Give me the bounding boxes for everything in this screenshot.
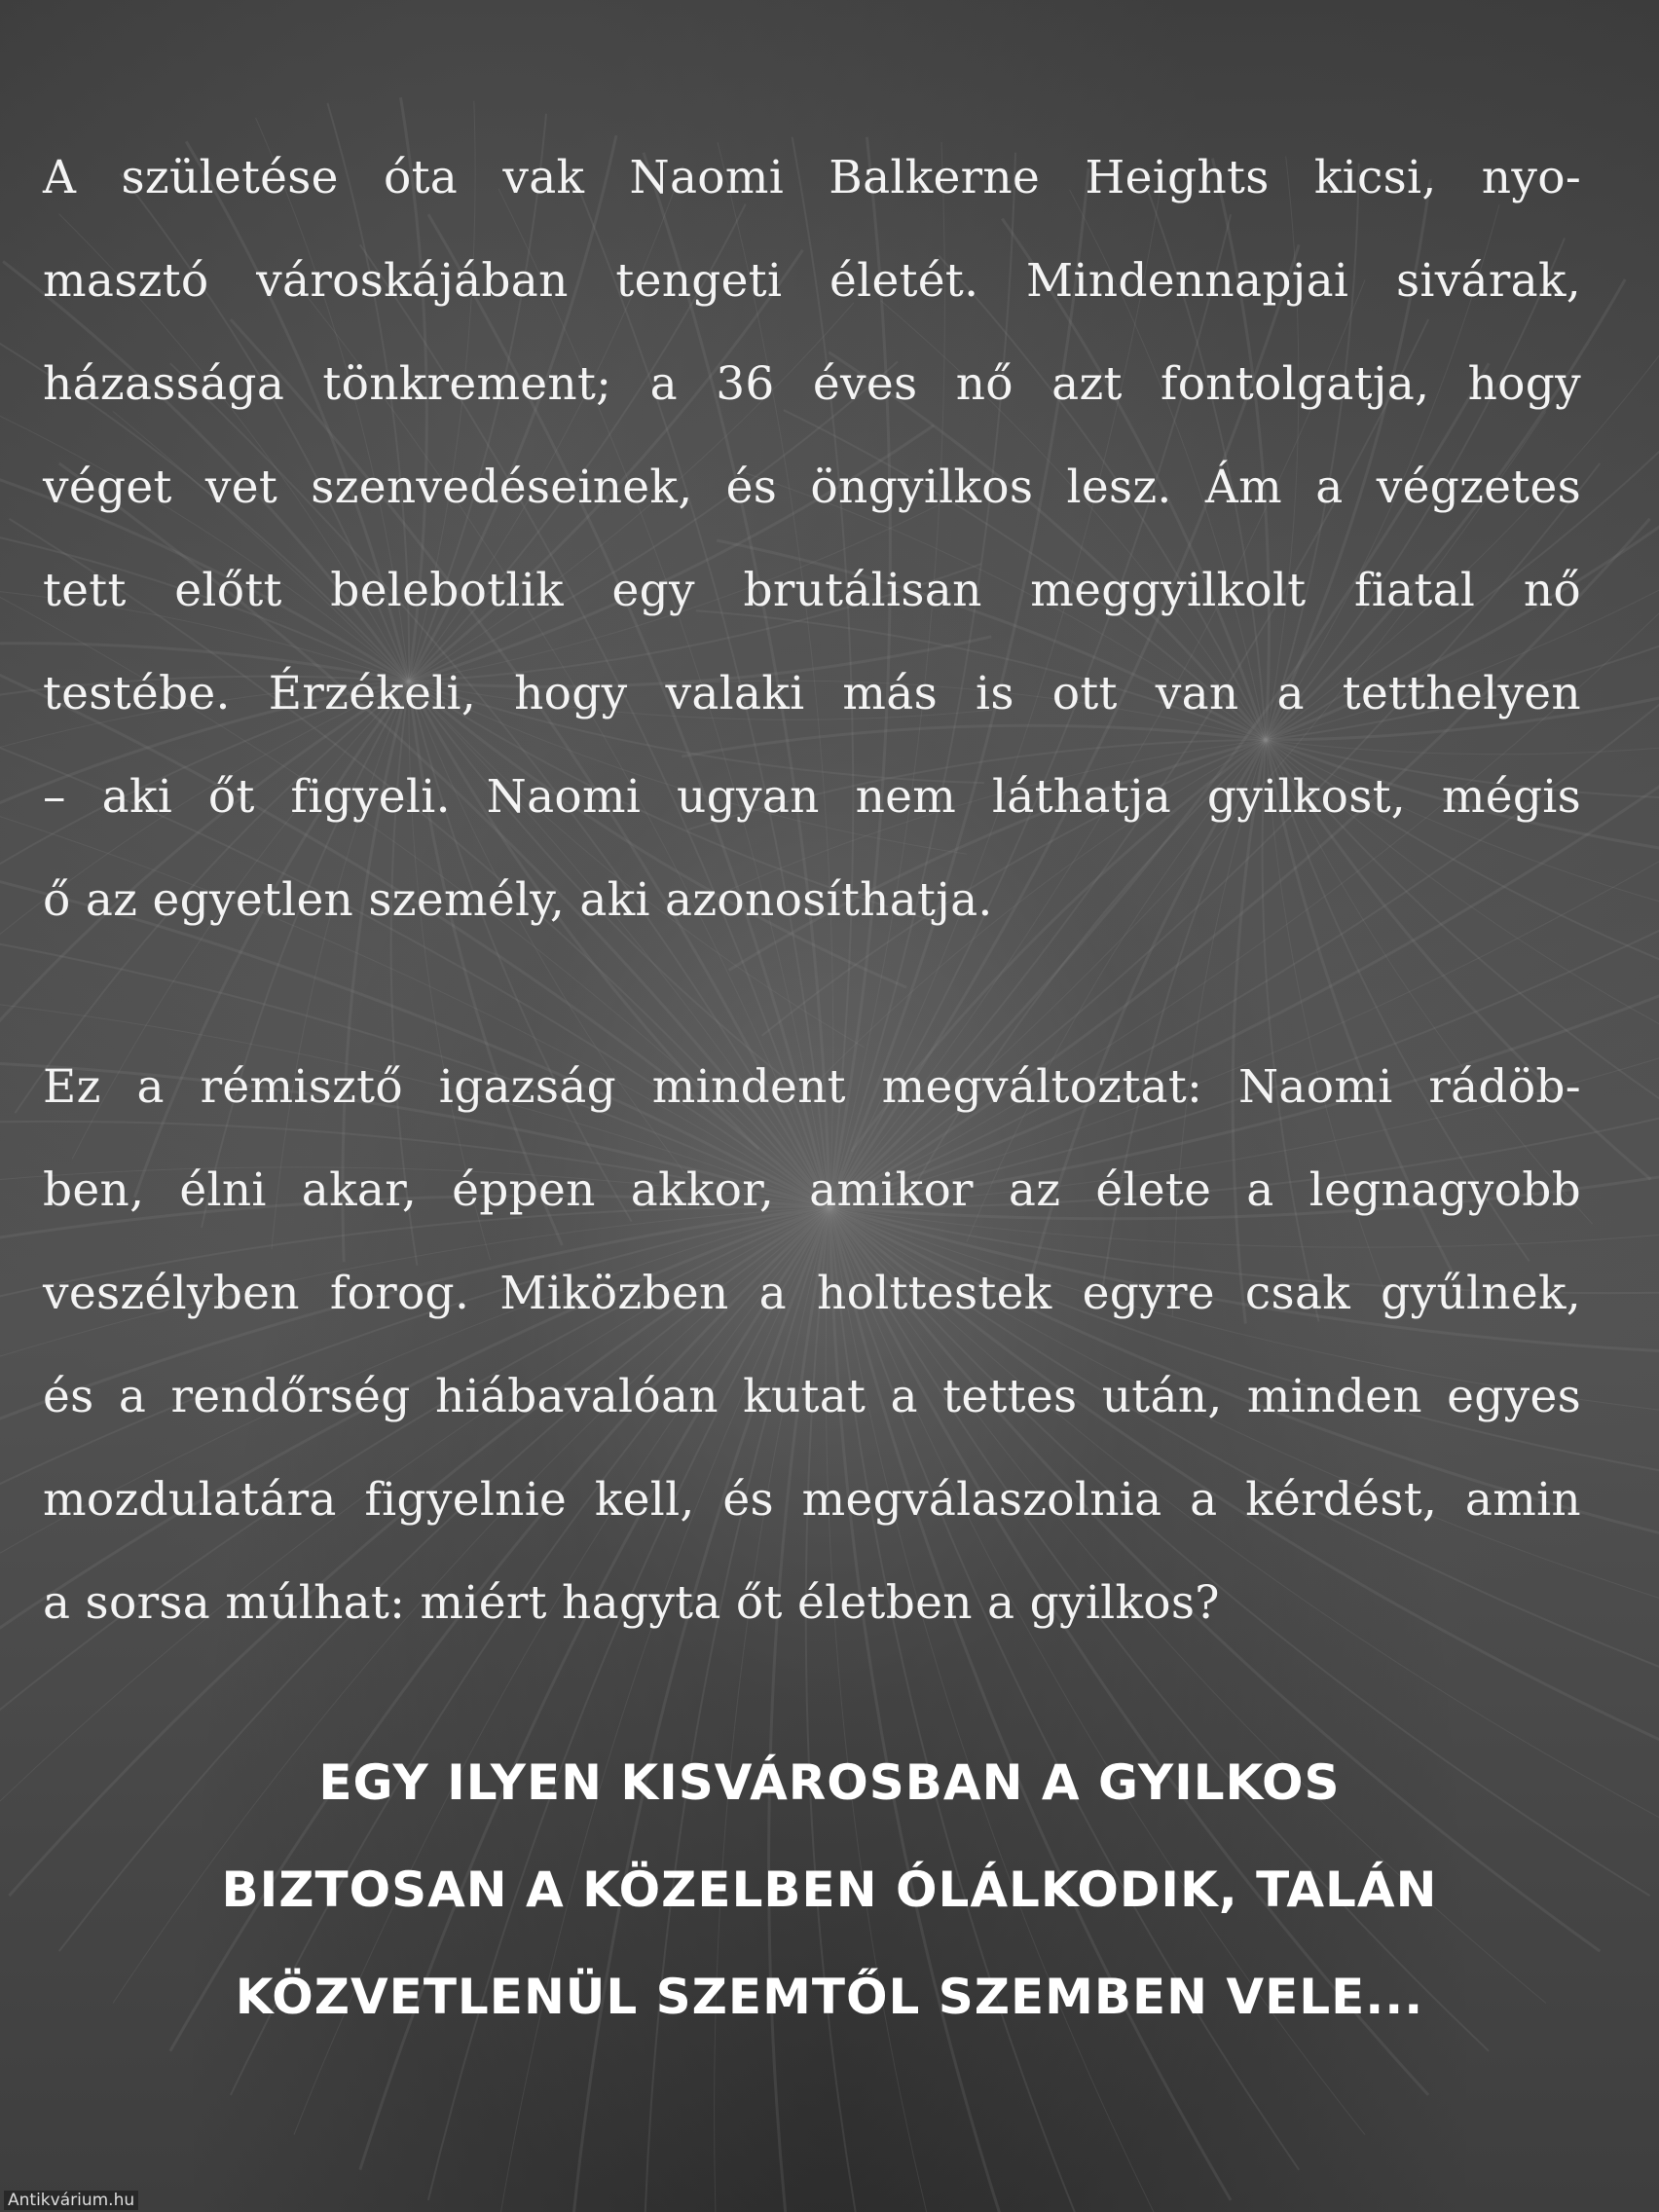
blurb-line: ben, élni akar, éppen akkor, amikor az élete a legnagyobb [43, 1163, 1581, 1217]
blurb-line: masztó városkájában tengeti életét. Mindennapjai sivárak, [43, 254, 1581, 308]
tagline-line: EGY ILYEN KISVÁROSBAN A GYILKOS [318, 1754, 1341, 1811]
blurb-line: testébe. Érzékeli, hogy valaki más is ott van a tetthelyen [43, 667, 1581, 720]
blurb-paragraph-1 [43, 127, 1581, 952]
blurb-line: és a rendőrség hiábavalóan kutat a tettes után, minden egyes [43, 1370, 1581, 1423]
blurb-line: – aki őt figyeli. Naomi ugyan nem láthatja gyilkost, mégis [43, 770, 1581, 824]
blurb-line: házassága tönkrement; a 36 éves nő azt fontolgatja, hogy [43, 357, 1581, 411]
blurb-line: tett előtt belebotlik egy brutálisan meggyilkolt fiatal nő [43, 564, 1581, 617]
blurb-line: A születése óta vak Naomi Balkerne Heights kicsi, nyo- [43, 151, 1581, 204]
blurb-line: véget vet szenvedéseinek, és öngyilkos lesz. Ám a végzetes [43, 461, 1581, 514]
blurb-line: mozdulatára figyelnie kell, és megválaszolnia a kérdést, amin [43, 1473, 1581, 1527]
watermark: Antikvárium.hu [4, 2191, 138, 2210]
blurb-line: ő az egyetlen személy, aki azonosíthatja. [43, 873, 993, 927]
blurb-paragraph-2 [43, 1036, 1581, 1655]
tagline [0, 1729, 1659, 2050]
blurb-line: veszélyben forog. Miközben a holttestek egyre csak gyűlnek, [43, 1267, 1581, 1320]
blurb-line: a sorsa múlhat: miért hagyta őt életben a gyilkos? [43, 1576, 1220, 1630]
blurb-line: Ez a rémisztő igazság mindent megváltoztat: Naomi rádöb- [43, 1060, 1581, 1114]
tagline-line: BIZTOSAN A KÖZELBEN ÓLÁLKODIK, TALÁN [221, 1862, 1438, 1918]
tagline-line: KÖZVETLENÜL SZEMTŐL SZEMBEN VELE... [235, 1969, 1424, 2025]
